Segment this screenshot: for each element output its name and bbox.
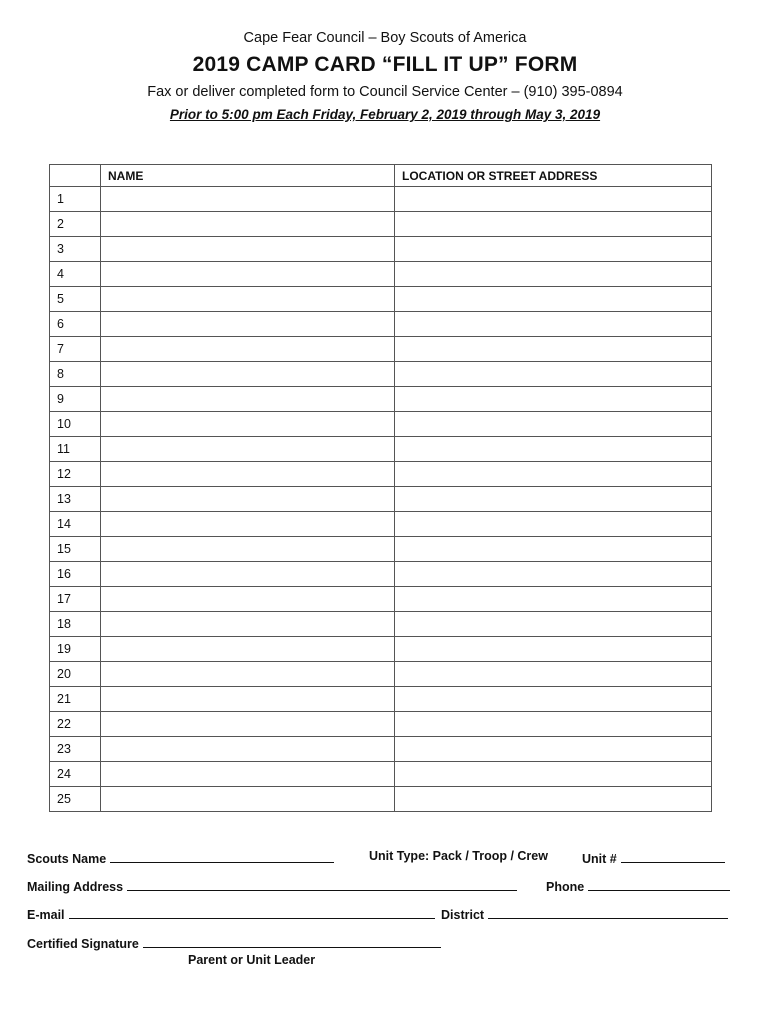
row-number: 9 (50, 387, 101, 412)
location-cell[interactable] (395, 237, 712, 262)
row-number: 18 (50, 612, 101, 637)
scouts-name-field[interactable] (27, 849, 334, 866)
phone-blank[interactable] (588, 877, 730, 891)
location-cell[interactable] (395, 362, 712, 387)
table-row (50, 337, 712, 362)
fax-instructions: Fax or deliver completed form to Council Service Center – (910) 395-0894 (147, 84, 623, 100)
email-label: E-mail (27, 908, 65, 922)
unit-number-blank[interactable] (621, 849, 725, 863)
name-cell[interactable] (101, 187, 395, 212)
signature-blank[interactable] (143, 934, 441, 948)
row-number: 15 (50, 537, 101, 562)
row-number: 21 (50, 687, 101, 712)
name-cell[interactable] (101, 662, 395, 687)
name-cell[interactable] (101, 337, 395, 362)
table-row (50, 587, 712, 612)
mailing-address-blank[interactable] (127, 877, 517, 891)
location-cell[interactable] (395, 512, 712, 537)
entry-table (49, 164, 712, 812)
table-row (50, 262, 712, 287)
location-cell[interactable] (395, 187, 712, 212)
location-cell[interactable] (395, 387, 712, 412)
name-cell[interactable] (101, 262, 395, 287)
signature-caption: Parent or Unit Leader (188, 953, 316, 967)
location-cell[interactable] (395, 662, 712, 687)
row-number: 3 (50, 237, 101, 262)
table-row (50, 237, 712, 262)
location-cell[interactable] (395, 262, 712, 287)
name-cell[interactable] (101, 587, 395, 612)
name-cell[interactable] (101, 612, 395, 637)
table-row (50, 612, 712, 637)
location-cell[interactable] (395, 287, 712, 312)
form-title: 2019 CAMP CARD “FILL IT UP” FORM (192, 53, 578, 76)
location-cell[interactable] (395, 537, 712, 562)
email-field[interactable] (27, 905, 435, 922)
name-cell[interactable] (101, 537, 395, 562)
row-number: 20 (50, 662, 101, 687)
district-blank[interactable] (488, 905, 728, 919)
name-cell[interactable] (101, 687, 395, 712)
name-cell[interactable] (101, 737, 395, 762)
table-row (50, 362, 712, 387)
location-cell[interactable] (395, 337, 712, 362)
location-cell[interactable] (395, 437, 712, 462)
table-row (50, 762, 712, 787)
unit-type-label: Unit Type: Pack / Troop / Crew (369, 849, 548, 863)
row-number: 2 (50, 212, 101, 237)
location-cell[interactable] (395, 412, 712, 437)
table-row (50, 787, 712, 812)
location-cell[interactable] (395, 612, 712, 637)
name-cell[interactable] (101, 387, 395, 412)
table-row (50, 562, 712, 587)
location-cell[interactable] (395, 687, 712, 712)
row-number: 11 (50, 437, 101, 462)
name-cell[interactable] (101, 512, 395, 537)
table-row (50, 662, 712, 687)
name-cell[interactable] (101, 437, 395, 462)
signature-label: Certified Signature (27, 937, 139, 951)
location-cell[interactable] (395, 712, 712, 737)
location-cell[interactable] (395, 212, 712, 237)
row-number: 16 (50, 562, 101, 587)
signature-field[interactable] (27, 934, 441, 951)
row-number: 5 (50, 287, 101, 312)
table-row (50, 312, 712, 337)
row-number: 12 (50, 462, 101, 487)
row-number: 10 (50, 412, 101, 437)
column-header-name: NAME (101, 165, 395, 187)
table-row (50, 687, 712, 712)
name-cell[interactable] (101, 637, 395, 662)
district-field[interactable] (441, 905, 728, 922)
table-row (50, 287, 712, 312)
name-cell[interactable] (101, 212, 395, 237)
row-number: 22 (50, 712, 101, 737)
table-row (50, 487, 712, 512)
table-row (50, 462, 712, 487)
location-cell[interactable] (395, 312, 712, 337)
name-cell[interactable] (101, 287, 395, 312)
council-name: Cape Fear Council – Boy Scouts of America (243, 30, 527, 46)
location-cell[interactable] (395, 637, 712, 662)
row-number: 14 (50, 512, 101, 537)
column-header-location: LOCATION OR STREET ADDRESS (395, 165, 712, 187)
row-number: 4 (50, 262, 101, 287)
name-cell[interactable] (101, 762, 395, 787)
name-cell[interactable] (101, 312, 395, 337)
table-row (50, 537, 712, 562)
table-row (50, 712, 712, 737)
row-number: 23 (50, 737, 101, 762)
name-cell[interactable] (101, 487, 395, 512)
location-cell[interactable] (395, 762, 712, 787)
deadline-text: Prior to 5:00 pm Each Friday, February 2, 2019 through May 3, 2019 (169, 107, 601, 122)
location-cell[interactable] (395, 562, 712, 587)
row-number: 6 (50, 312, 101, 337)
row-number: 8 (50, 362, 101, 387)
name-cell[interactable] (101, 237, 395, 262)
unit-number-field[interactable] (582, 849, 725, 866)
row-number: 24 (50, 762, 101, 787)
row-number: 19 (50, 637, 101, 662)
location-cell[interactable] (395, 737, 712, 762)
table-row (50, 512, 712, 537)
table-row (50, 212, 712, 237)
location-cell[interactable] (395, 787, 712, 812)
district-label: District (441, 908, 485, 922)
email-blank[interactable] (69, 905, 435, 919)
row-number: 13 (50, 487, 101, 512)
name-cell[interactable] (101, 562, 395, 587)
scouts-name-label: Scouts Name (27, 852, 107, 866)
mailing-address-label: Mailing Address (27, 880, 124, 894)
phone-label: Phone (546, 880, 585, 894)
location-cell[interactable] (395, 587, 712, 612)
table-row (50, 737, 712, 762)
row-number: 7 (50, 337, 101, 362)
table-row (50, 437, 712, 462)
name-cell[interactable] (101, 412, 395, 437)
row-number: 1 (50, 187, 101, 212)
location-cell[interactable] (395, 462, 712, 487)
mailing-address-field[interactable] (27, 877, 517, 894)
table-row (50, 187, 712, 212)
name-cell[interactable] (101, 787, 395, 812)
column-header-number (50, 165, 101, 187)
scouts-name-blank[interactable] (110, 849, 334, 863)
table-row (50, 387, 712, 412)
row-number: 25 (50, 787, 101, 812)
row-number: 17 (50, 587, 101, 612)
table-row (50, 412, 712, 437)
name-cell[interactable] (101, 362, 395, 387)
name-cell[interactable] (101, 712, 395, 737)
unit-number-label: Unit # (582, 852, 617, 866)
table-row (50, 637, 712, 662)
name-cell[interactable] (101, 462, 395, 487)
location-cell[interactable] (395, 487, 712, 512)
phone-field[interactable] (546, 877, 730, 894)
